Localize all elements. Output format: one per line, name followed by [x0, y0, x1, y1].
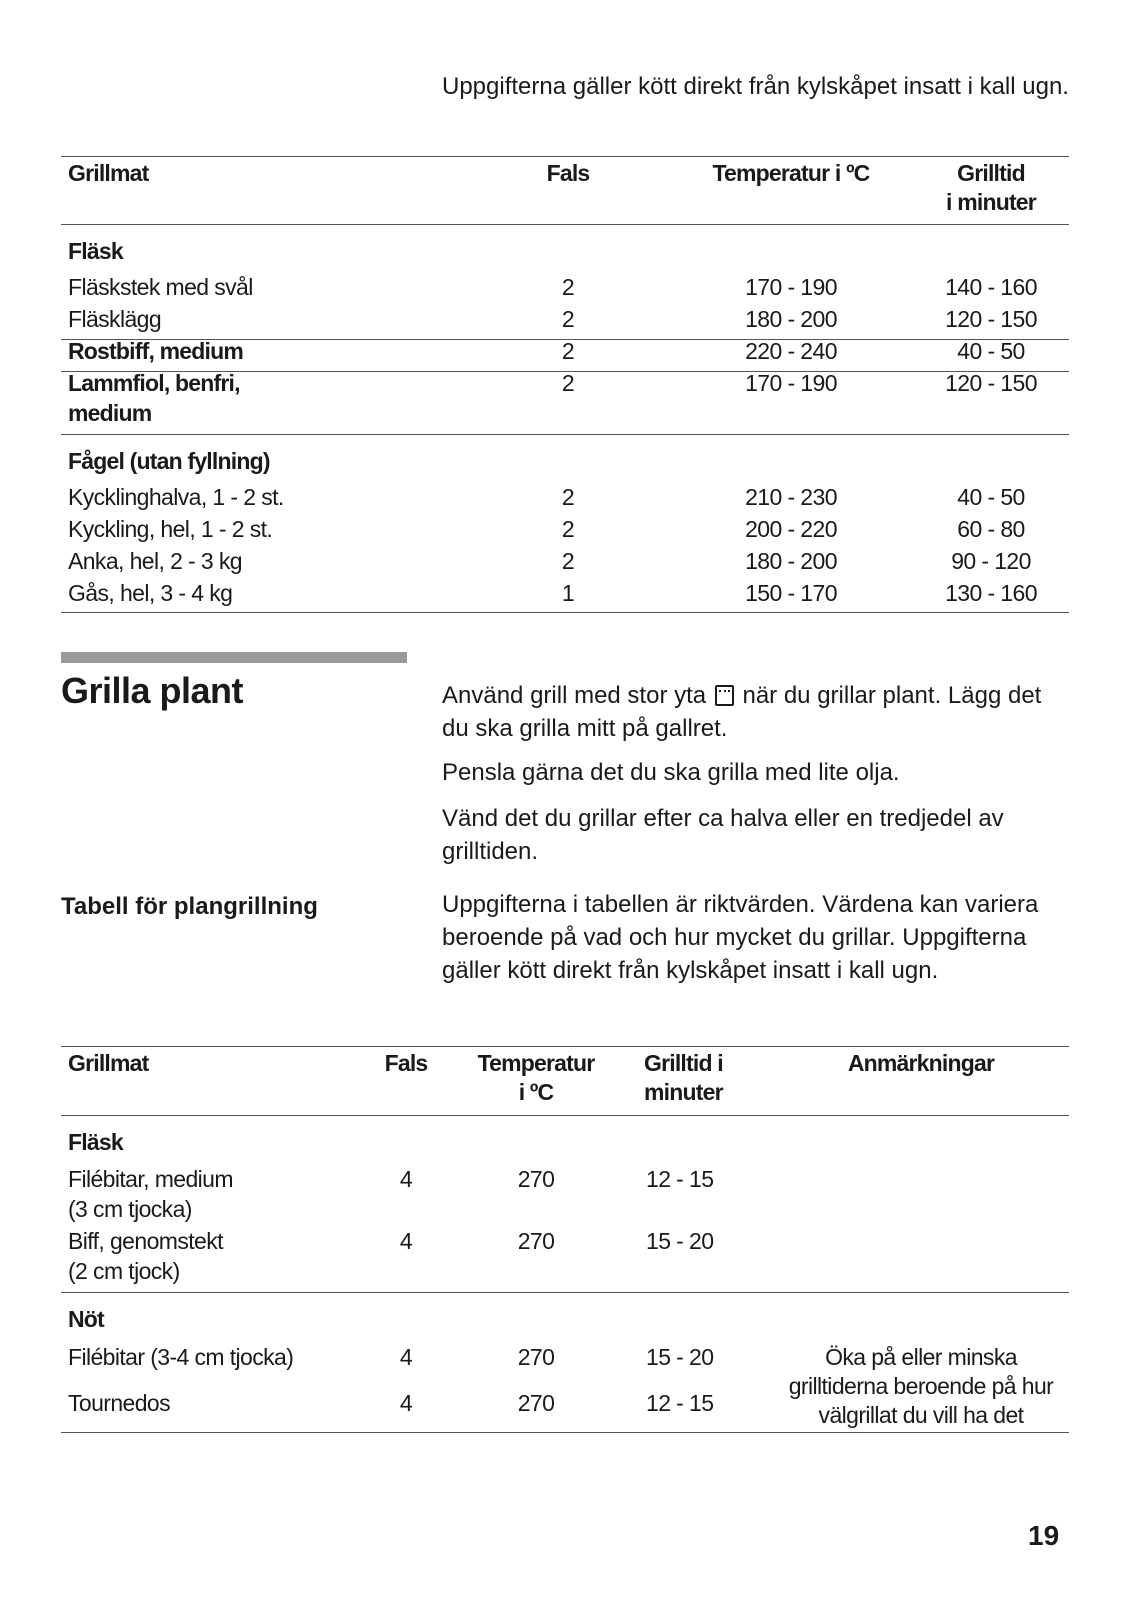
table-row-time: 130 - 160 [945, 580, 1037, 606]
table-row-temp: 200 - 220 [745, 516, 837, 542]
table-row-food: Gås, hel, 3 - 4 kg [68, 580, 233, 606]
header-level: Fals [384, 1050, 428, 1076]
table-row-temp: 170 - 190 [745, 274, 837, 300]
section-paragraph-1 [442, 679, 1072, 745]
table-row-level: 1 [561, 580, 575, 606]
table-rule [61, 1046, 1069, 1047]
page-number: 19 [1028, 1520, 1060, 1551]
section-title: Grilla plant [61, 670, 244, 711]
header-temp: Temperatur i ºC [712, 160, 870, 186]
table-row-time: 60 - 80 [957, 516, 1025, 542]
section-paragraph-2: Pensla gärna det du ska grilla med lite olja. [442, 759, 900, 786]
table-row-level: 4 [399, 1228, 413, 1254]
table-row-food-cont: (3 cm tjocka) [68, 1196, 192, 1222]
table-row-time: 40 - 50 [957, 484, 1025, 510]
intro-paragraph: Uppgifterna gäller kött direkt från kylskåpet insatt i kall ugn. [442, 73, 1069, 100]
table-rule [61, 1432, 1069, 1433]
table-row-food: Rostbiff, medium [68, 338, 244, 364]
section-bar [61, 652, 407, 663]
table-row-food: Tournedos [68, 1390, 171, 1416]
table-row-temp: 180 - 200 [745, 306, 837, 332]
header-notes: Anmärkningar [847, 1050, 995, 1076]
group-title: Fläsk [68, 238, 123, 264]
header-temp-1: Temperatur [477, 1050, 595, 1076]
table-row-temp: 150 - 170 [745, 580, 837, 606]
header-temp-2: i ºC [518, 1079, 554, 1105]
table-row-note: Öka på eller minska [825, 1344, 1017, 1370]
group-title: Nöt [68, 1306, 104, 1332]
table-row-level: 2 [561, 306, 575, 332]
table-row-time: 15 - 20 [646, 1228, 714, 1254]
paragraph-text: Använd grill med stor yta [442, 682, 707, 709]
group-title: Fläsk [68, 1129, 123, 1155]
table-row-time: 120 - 150 [945, 306, 1037, 332]
table-row-food: Fläsklägg [68, 306, 162, 332]
table-row-temp: 270 [517, 1390, 555, 1416]
roasting-table [61, 156, 1069, 616]
header-time-1: Grilltid [957, 160, 1025, 186]
table-row-note: grilltiderna beroende på hur [788, 1373, 1054, 1399]
group-title: Fågel (utan fyllning) [68, 448, 270, 474]
table-row-level: 2 [561, 370, 575, 396]
table-row-time: 12 - 15 [646, 1166, 714, 1192]
table-row-temp: 270 [517, 1344, 555, 1370]
table-row-temp: 210 - 230 [745, 484, 837, 510]
section-paragraph-4: Uppgifterna i tabellen är riktvärden. Värdena kan variera beroende på vad och hur mycket du grillar. Uppgifterna gäller kött direkt från kylskåpet insatt i kall ugn. [442, 891, 1039, 984]
table-row-food-cont: (2 cm tjock) [68, 1258, 180, 1284]
table-row-time: 12 - 15 [646, 1390, 714, 1416]
header-food: Grillmat [68, 1050, 149, 1076]
table-row-temp: 220 - 240 [745, 338, 837, 364]
table-row-food-cont: medium [68, 400, 152, 426]
table-rule [61, 434, 1069, 435]
table-row-food: Fläskstek med svål [68, 274, 253, 300]
table-row-note: välgrillat du vill ha det [818, 1402, 1024, 1428]
table-row-temp: 270 [517, 1166, 555, 1192]
header-time-2: minuter [644, 1079, 723, 1105]
table-row-level: 4 [399, 1166, 413, 1192]
table-row-temp: 170 - 190 [745, 370, 837, 396]
table-row-time: 40 - 50 [957, 338, 1025, 364]
large-grill-icon [715, 685, 734, 706]
table-row-food: Filébitar, medium [68, 1166, 233, 1192]
header-food: Grillmat [68, 160, 149, 186]
table-row-food: Lammfiol, benfri, [68, 370, 240, 396]
table-rule [61, 224, 1069, 225]
header-level: Fals [546, 160, 590, 186]
table-subtitle: Tabell för plangrillning [61, 893, 318, 920]
section-paragraph-3: Vänd det du grillar efter ca halva eller en tredjedel av grilltiden. [442, 805, 1004, 865]
table-row-level: 4 [399, 1390, 413, 1416]
table-row-temp: 180 - 200 [745, 548, 837, 574]
header-time-1: Grilltid i [644, 1050, 723, 1076]
table-row-time: 120 - 150 [945, 370, 1037, 396]
table-row-time: 140 - 160 [945, 274, 1037, 300]
table-row-level: 2 [561, 338, 575, 364]
table-row-food: Kycklinghalva, 1 - 2 st. [68, 484, 284, 510]
table-row-level: 2 [561, 516, 575, 542]
table-row-level: 2 [561, 484, 575, 510]
table-rule [61, 612, 1069, 613]
flat-grill-table [61, 1046, 1069, 1436]
table-row-food: Biff, genomstekt [68, 1228, 223, 1254]
table-rule [61, 1292, 1069, 1293]
table-row-food: Kyckling, hel, 1 - 2 st. [68, 516, 273, 542]
table-row-level: 2 [561, 548, 575, 574]
table-row-temp: 270 [517, 1228, 555, 1254]
table-row-time: 15 - 20 [646, 1344, 714, 1370]
paragraph-text: när du grillar plant. Lägg det du ska grilla mitt på gallret. [442, 682, 1042, 742]
table-rule [61, 156, 1069, 157]
table-row-level: 4 [399, 1344, 413, 1370]
table-row-food: Anka, hel, 2 - 3 kg [68, 548, 242, 574]
table-row-level: 2 [561, 274, 575, 300]
header-time-2: i minuter [946, 189, 1036, 215]
table-row-time: 90 - 120 [951, 548, 1031, 574]
table-rule [61, 1115, 1069, 1116]
table-row-food: Filébitar (3-4 cm tjocka) [68, 1344, 294, 1370]
